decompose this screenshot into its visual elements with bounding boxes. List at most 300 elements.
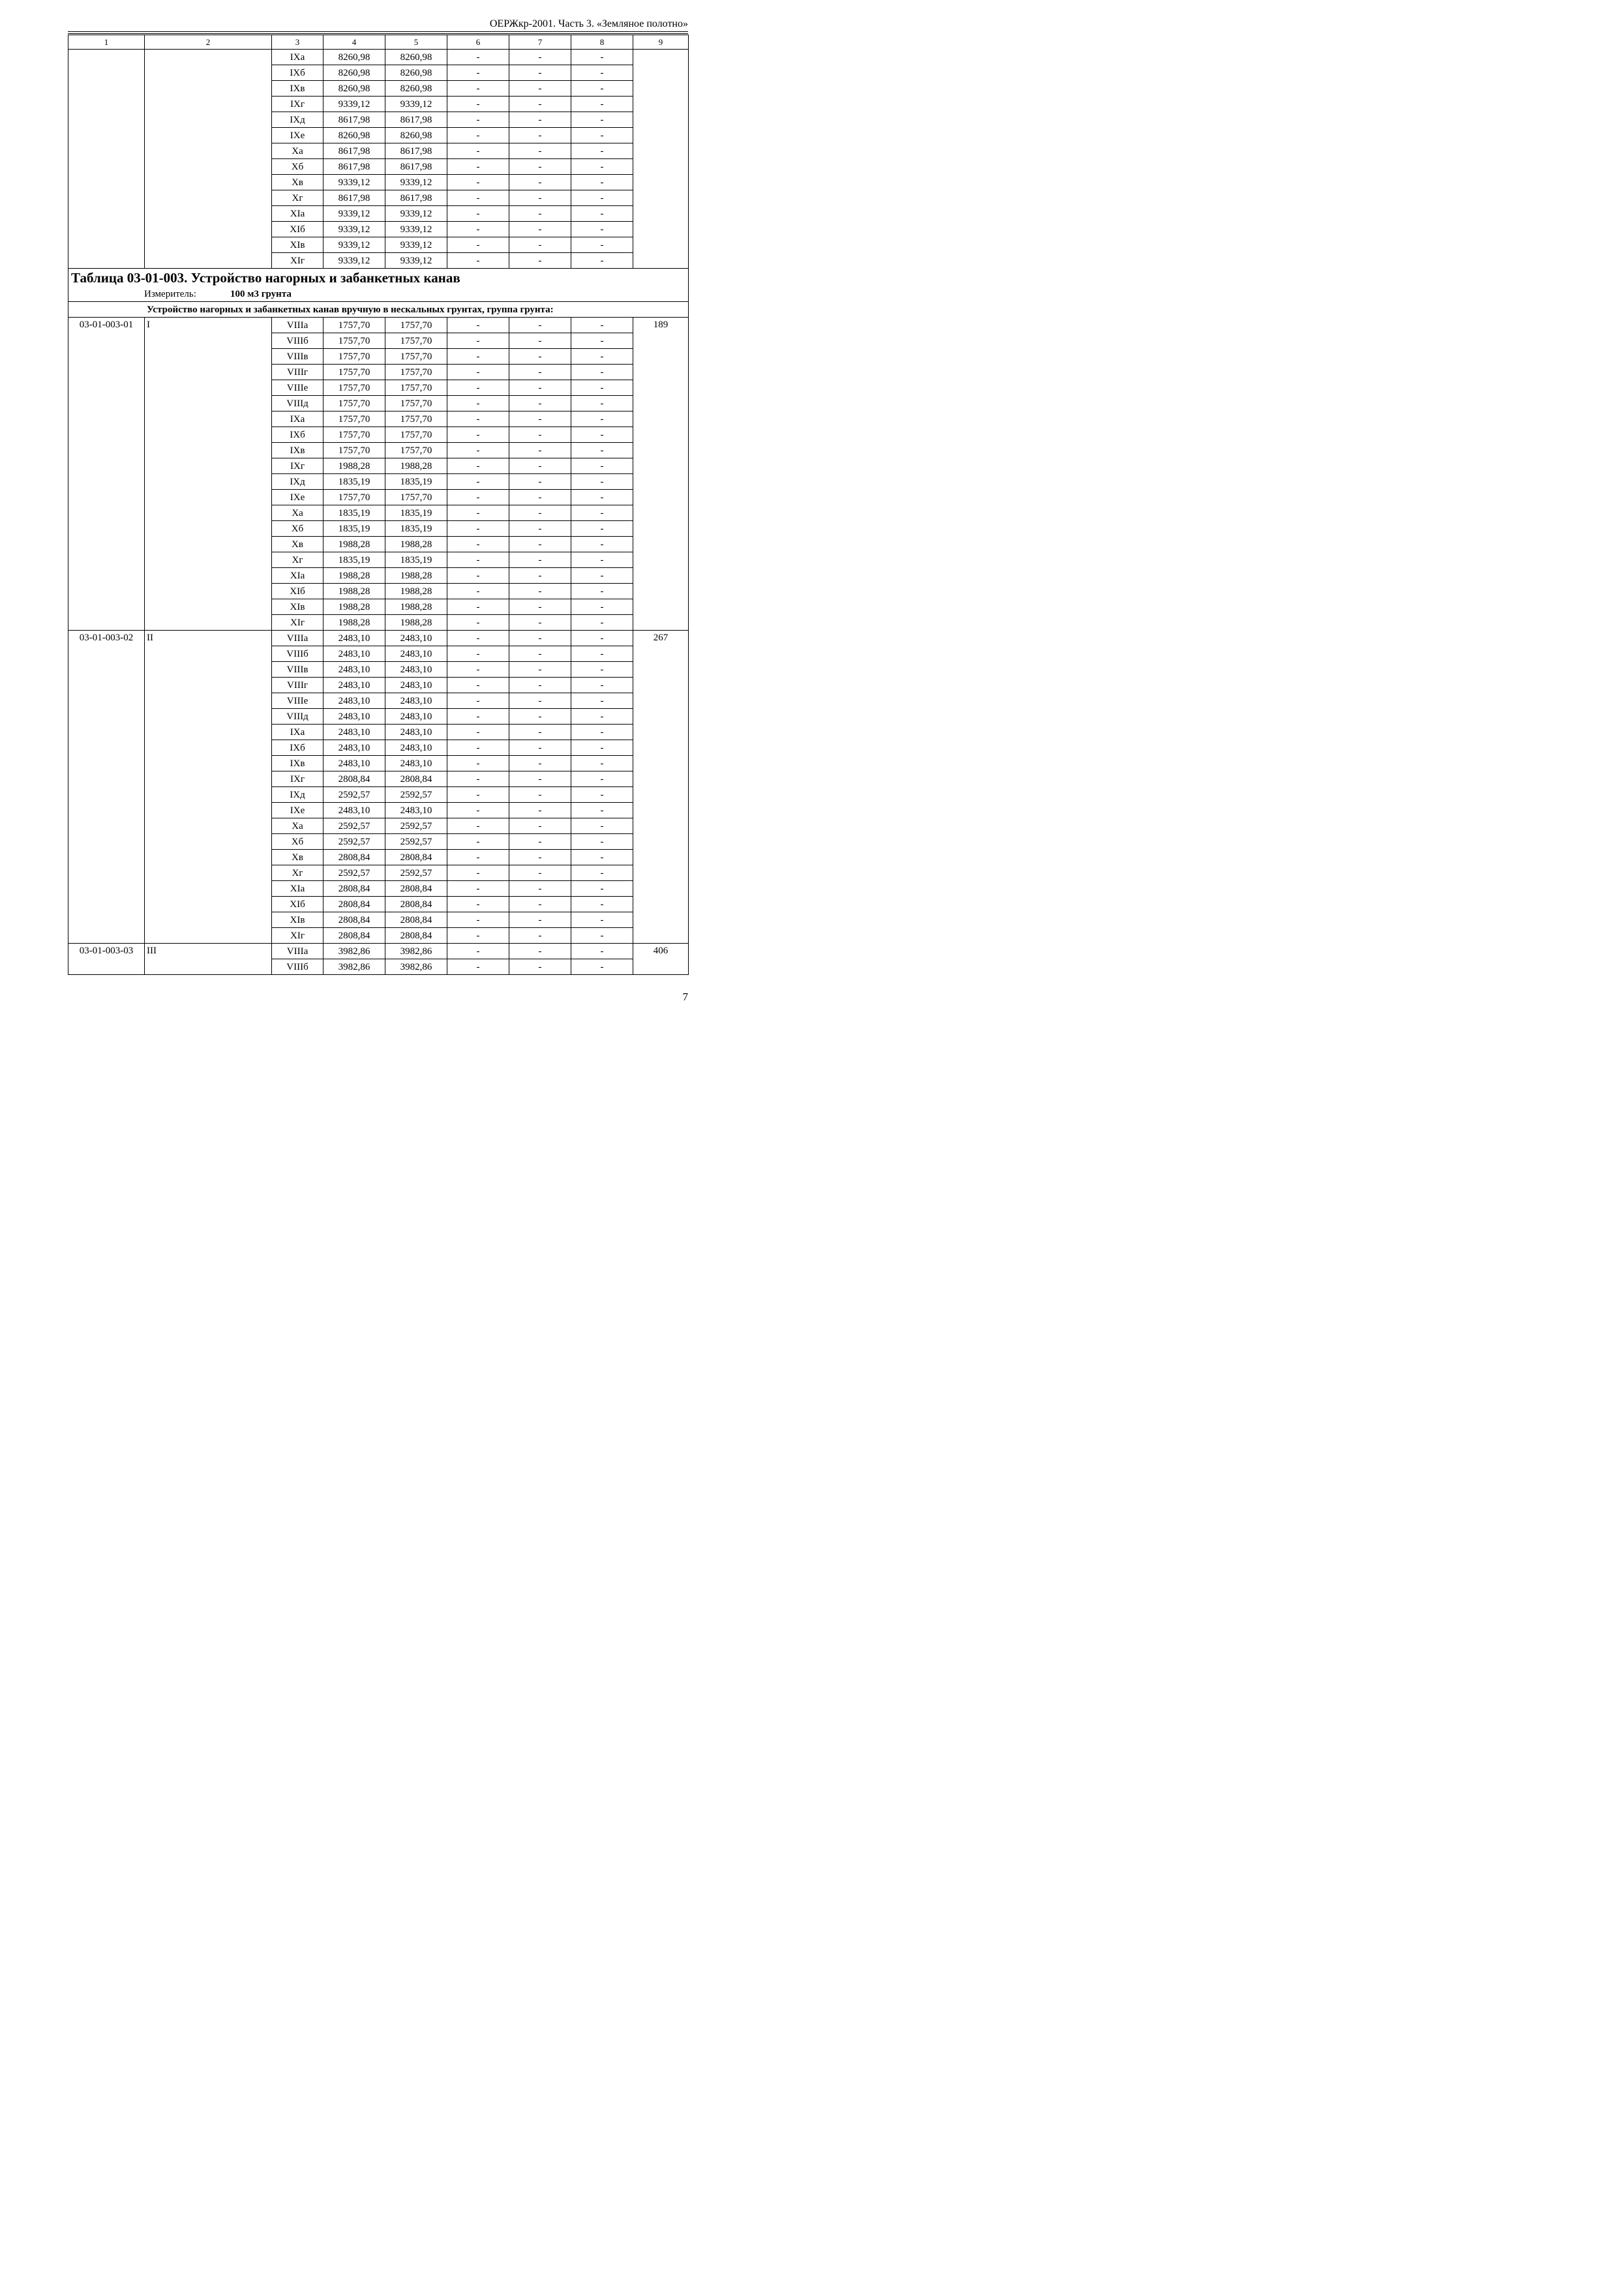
value-cell: - <box>571 631 633 646</box>
table-row <box>68 631 689 646</box>
value-cell: 2483,10 <box>323 740 385 756</box>
value-cell: - <box>447 349 509 365</box>
value-cell: 2808,84 <box>323 850 385 865</box>
value-cell: - <box>447 928 509 944</box>
value-cell: 9339,12 <box>323 237 385 253</box>
value-cell: - <box>447 365 509 380</box>
soil-category-cell: XIг <box>272 615 323 631</box>
value-cell: 1757,70 <box>385 427 447 443</box>
value-cell: - <box>509 693 571 709</box>
value-cell: - <box>447 206 509 222</box>
value-cell: - <box>571 740 633 756</box>
value-cell: 2808,84 <box>385 897 447 912</box>
value-cell: 2808,84 <box>323 912 385 928</box>
value-cell: - <box>571 928 633 944</box>
value-cell: - <box>571 537 633 552</box>
soil-group: II <box>145 631 272 944</box>
value-cell: - <box>509 771 571 787</box>
soil-category-cell: Xа <box>272 818 323 834</box>
soil-category-cell: VIIIе <box>272 693 323 709</box>
soil-category-cell: Xб <box>272 834 323 850</box>
value-cell: - <box>447 552 509 568</box>
value-cell: 8617,98 <box>385 159 447 175</box>
soil-category-cell: IXа <box>272 411 323 427</box>
value-cell: - <box>447 709 509 725</box>
value-cell: 9339,12 <box>323 253 385 269</box>
value-cell: 2808,84 <box>385 928 447 944</box>
value-cell: 1757,70 <box>323 490 385 505</box>
table-body <box>68 35 689 975</box>
soil-category-cell: VIIIд <box>272 709 323 725</box>
value-cell: - <box>447 490 509 505</box>
soil-category-cell: Xв <box>272 850 323 865</box>
soil-category-cell: VIIIг <box>272 678 323 693</box>
value-cell: 1835,19 <box>323 552 385 568</box>
value-cell: - <box>447 818 509 834</box>
value-cell: 1835,19 <box>385 552 447 568</box>
value-cell: - <box>509 190 571 206</box>
value-cell: 2483,10 <box>385 740 447 756</box>
value-cell: - <box>447 333 509 349</box>
value-cell: - <box>447 771 509 787</box>
column-number: 3 <box>272 35 323 50</box>
value-cell: 8260,98 <box>323 81 385 97</box>
value-cell: - <box>509 81 571 97</box>
soil-category-cell: Xг <box>272 865 323 881</box>
value-cell: - <box>509 725 571 740</box>
value-cell: - <box>447 237 509 253</box>
soil-category-cell: VIIIа <box>272 631 323 646</box>
value-cell: - <box>571 756 633 771</box>
soil-category-cell: XIб <box>272 897 323 912</box>
value-cell: 1757,70 <box>323 411 385 427</box>
value-cell: - <box>509 646 571 662</box>
value-cell: - <box>447 521 509 537</box>
value-cell: - <box>571 349 633 365</box>
value-cell: - <box>571 490 633 505</box>
value-cell: - <box>509 787 571 803</box>
meter-value: 100 м3 грунта <box>230 288 292 299</box>
column-number: 7 <box>509 35 571 50</box>
value-cell: 2483,10 <box>323 693 385 709</box>
value-cell: - <box>571 237 633 253</box>
column-9-value: 267 <box>633 631 689 944</box>
value-cell: - <box>571 206 633 222</box>
value-cell: 8260,98 <box>323 65 385 81</box>
value-cell: - <box>509 222 571 237</box>
value-cell: 3982,86 <box>385 959 447 975</box>
value-cell: 2483,10 <box>385 756 447 771</box>
value-cell: - <box>509 662 571 678</box>
value-cell: - <box>571 615 633 631</box>
value-cell: - <box>509 318 571 333</box>
value-cell: 8617,98 <box>323 190 385 206</box>
column-number: 8 <box>571 35 633 50</box>
value-cell: - <box>509 803 571 818</box>
value-cell: 8260,98 <box>385 65 447 81</box>
value-cell: 1988,28 <box>323 458 385 474</box>
soil-category-cell: XIг <box>272 928 323 944</box>
value-cell: - <box>447 725 509 740</box>
soil-category-cell: VIIIв <box>272 349 323 365</box>
value-cell: - <box>571 505 633 521</box>
value-cell: - <box>447 222 509 237</box>
value-cell: 3982,86 <box>323 959 385 975</box>
value-cell: - <box>447 568 509 584</box>
value-cell: - <box>447 505 509 521</box>
value-cell: 2483,10 <box>323 662 385 678</box>
value-cell: 8617,98 <box>385 112 447 128</box>
value-cell: - <box>571 771 633 787</box>
value-cell: - <box>447 318 509 333</box>
value-cell: 2592,57 <box>385 834 447 850</box>
value-cell: 1835,19 <box>323 505 385 521</box>
value-cell: 8260,98 <box>385 128 447 143</box>
column-9-value: 406 <box>633 944 689 975</box>
soil-category-cell: IXе <box>272 803 323 818</box>
value-cell: 2483,10 <box>323 725 385 740</box>
value-cell: 2483,10 <box>385 725 447 740</box>
value-cell: - <box>447 678 509 693</box>
soil-group: I <box>145 318 272 631</box>
value-cell: 1757,70 <box>385 411 447 427</box>
value-cell: - <box>509 928 571 944</box>
value-cell: - <box>447 944 509 959</box>
soil-category-cell: IXб <box>272 427 323 443</box>
soil-category-cell: Xв <box>272 537 323 552</box>
value-cell: 9339,12 <box>323 222 385 237</box>
value-cell: - <box>571 568 633 584</box>
value-cell: 2808,84 <box>323 881 385 897</box>
value-cell: - <box>571 693 633 709</box>
value-cell: - <box>447 912 509 928</box>
value-cell: - <box>571 552 633 568</box>
value-cell: - <box>447 803 509 818</box>
value-cell: - <box>571 253 633 269</box>
value-cell: 2483,10 <box>385 678 447 693</box>
column-number-row <box>68 35 689 50</box>
value-cell: - <box>571 333 633 349</box>
value-cell: - <box>447 97 509 112</box>
soil-category-cell: VIIIа <box>272 318 323 333</box>
value-cell: 1988,28 <box>323 599 385 615</box>
value-cell: - <box>571 159 633 175</box>
soil-category-cell: Xб <box>272 521 323 537</box>
table-row <box>68 318 689 333</box>
value-cell: - <box>571 222 633 237</box>
value-cell: - <box>571 725 633 740</box>
value-cell: - <box>509 206 571 222</box>
value-cell: 9339,12 <box>323 175 385 190</box>
soil-category-cell: XIв <box>272 237 323 253</box>
value-cell: 1757,70 <box>385 443 447 458</box>
value-cell: 1757,70 <box>385 333 447 349</box>
value-cell: - <box>571 411 633 427</box>
value-cell: 8617,98 <box>385 143 447 159</box>
soil-group: III <box>145 944 272 975</box>
value-cell: 2483,10 <box>385 631 447 646</box>
value-cell: - <box>509 349 571 365</box>
soil-category-cell: Xг <box>272 190 323 206</box>
value-cell: - <box>571 443 633 458</box>
value-cell: 2483,10 <box>323 631 385 646</box>
value-cell: 2808,84 <box>385 881 447 897</box>
soil-category-cell: VIIIб <box>272 646 323 662</box>
value-cell: - <box>447 850 509 865</box>
value-cell: - <box>571 380 633 396</box>
value-cell: - <box>509 631 571 646</box>
value-cell: - <box>509 143 571 159</box>
value-cell: 9339,12 <box>323 206 385 222</box>
soil-category-cell: IXе <box>272 128 323 143</box>
value-cell: - <box>447 740 509 756</box>
value-cell: - <box>447 81 509 97</box>
value-cell: - <box>509 97 571 112</box>
value-cell: 2483,10 <box>323 756 385 771</box>
value-cell: 8260,98 <box>385 81 447 97</box>
soil-category-cell: XIа <box>272 568 323 584</box>
empty-cell <box>68 50 145 269</box>
value-cell: - <box>571 944 633 959</box>
value-cell: 8260,98 <box>323 128 385 143</box>
table-row <box>68 944 689 959</box>
value-cell: - <box>571 881 633 897</box>
value-cell: - <box>509 599 571 615</box>
value-cell: 1757,70 <box>323 349 385 365</box>
value-cell: 1835,19 <box>385 505 447 521</box>
value-cell: - <box>571 396 633 411</box>
value-cell: - <box>571 65 633 81</box>
value-cell: - <box>509 50 571 65</box>
value-cell: - <box>447 881 509 897</box>
value-cell: 1835,19 <box>323 474 385 490</box>
value-cell: 1757,70 <box>323 380 385 396</box>
value-cell: - <box>509 552 571 568</box>
soil-category-cell: XIб <box>272 584 323 599</box>
value-cell: - <box>509 584 571 599</box>
value-cell: 3982,86 <box>385 944 447 959</box>
value-cell: 1757,70 <box>385 318 447 333</box>
value-cell: - <box>447 537 509 552</box>
value-cell: - <box>509 396 571 411</box>
value-cell: 2592,57 <box>385 865 447 881</box>
value-cell: 8260,98 <box>385 50 447 65</box>
value-cell: - <box>447 959 509 975</box>
meter-cell <box>68 287 689 302</box>
value-cell: 2483,10 <box>323 709 385 725</box>
value-cell: 1988,28 <box>385 568 447 584</box>
soil-category-cell: VIIIе <box>272 380 323 396</box>
value-cell: 2483,10 <box>323 803 385 818</box>
value-cell: 1757,70 <box>323 365 385 380</box>
value-cell: - <box>571 50 633 65</box>
soil-category-cell: IXг <box>272 97 323 112</box>
value-cell: - <box>571 709 633 725</box>
value-cell: 1988,28 <box>385 584 447 599</box>
soil-category-cell: XIа <box>272 881 323 897</box>
value-cell: - <box>509 333 571 349</box>
value-cell: 2808,84 <box>323 928 385 944</box>
value-cell: 1757,70 <box>323 443 385 458</box>
value-cell: 8617,98 <box>385 190 447 206</box>
value-cell: 2483,10 <box>385 803 447 818</box>
column-number: 6 <box>447 35 509 50</box>
value-cell: - <box>447 112 509 128</box>
section-heading-row <box>68 302 689 318</box>
value-cell: - <box>509 756 571 771</box>
soil-category-cell: Xа <box>272 143 323 159</box>
column-9-value: 189 <box>633 318 689 631</box>
value-cell: - <box>509 237 571 253</box>
value-cell: - <box>447 834 509 850</box>
soil-category-cell: IXа <box>272 50 323 65</box>
value-cell: 2483,10 <box>323 678 385 693</box>
value-cell: - <box>447 253 509 269</box>
soil-category-cell: IXв <box>272 81 323 97</box>
soil-category-cell: VIIIа <box>272 944 323 959</box>
value-cell: - <box>509 159 571 175</box>
value-cell: - <box>447 128 509 143</box>
value-cell: 9339,12 <box>385 253 447 269</box>
soil-category-cell: XIб <box>272 222 323 237</box>
value-cell: 1988,28 <box>385 615 447 631</box>
value-cell: 2483,10 <box>385 709 447 725</box>
value-cell: 2808,84 <box>385 912 447 928</box>
value-cell: 1988,28 <box>385 599 447 615</box>
table-row <box>68 50 689 65</box>
soil-category-cell: IXб <box>272 740 323 756</box>
value-cell: 1835,19 <box>323 521 385 537</box>
value-cell: - <box>571 474 633 490</box>
value-cell: - <box>571 662 633 678</box>
value-cell: 1988,28 <box>323 615 385 631</box>
value-cell: - <box>571 521 633 537</box>
value-cell: - <box>571 678 633 693</box>
norm-code: 03-01-003-03 <box>68 944 145 975</box>
value-cell: - <box>509 912 571 928</box>
value-cell: 2592,57 <box>323 865 385 881</box>
value-cell: 2592,57 <box>323 834 385 850</box>
value-cell: - <box>447 662 509 678</box>
soil-category-cell: XIа <box>272 206 323 222</box>
value-cell: - <box>509 427 571 443</box>
soil-category-cell: XIг <box>272 253 323 269</box>
value-cell: - <box>509 128 571 143</box>
soil-category-cell: VIIIг <box>272 365 323 380</box>
empty-cell <box>633 50 689 269</box>
value-cell: 1988,28 <box>323 537 385 552</box>
value-cell: 2592,57 <box>385 818 447 834</box>
value-cell: 1757,70 <box>323 427 385 443</box>
value-cell: 2808,84 <box>385 771 447 787</box>
document-title: ОЕРЖкр-2001. Часть 3. «Земляное полотно» <box>489 18 688 29</box>
value-cell: 2592,57 <box>385 787 447 803</box>
value-cell: 1988,28 <box>323 584 385 599</box>
value-cell: - <box>571 427 633 443</box>
column-number: 2 <box>145 35 272 50</box>
value-cell: - <box>509 521 571 537</box>
value-cell: - <box>571 599 633 615</box>
value-cell: - <box>447 396 509 411</box>
value-cell: - <box>509 505 571 521</box>
value-cell: 2483,10 <box>385 646 447 662</box>
value-cell: - <box>571 834 633 850</box>
page-number: 7 <box>682 991 688 1003</box>
soil-category-cell: IXд <box>272 474 323 490</box>
value-cell: - <box>571 912 633 928</box>
value-cell: - <box>509 474 571 490</box>
value-cell: - <box>447 693 509 709</box>
value-cell: - <box>571 865 633 881</box>
value-cell: - <box>571 787 633 803</box>
soil-category-cell: Xв <box>272 175 323 190</box>
value-cell: - <box>571 959 633 975</box>
value-cell: - <box>509 897 571 912</box>
value-cell: - <box>447 427 509 443</box>
value-cell: 9339,12 <box>385 97 447 112</box>
column-number: 9 <box>633 35 689 50</box>
value-cell: - <box>509 175 571 190</box>
value-cell: 1757,70 <box>385 380 447 396</box>
soil-category-cell: IXг <box>272 771 323 787</box>
soil-category-cell: VIIIд <box>272 396 323 411</box>
value-cell: 3982,86 <box>323 944 385 959</box>
value-cell: - <box>509 380 571 396</box>
value-cell: - <box>447 50 509 65</box>
value-cell: - <box>509 709 571 725</box>
value-cell: - <box>571 81 633 97</box>
value-cell: - <box>447 143 509 159</box>
value-cell: - <box>571 143 633 159</box>
value-cell: - <box>571 818 633 834</box>
value-cell: - <box>509 615 571 631</box>
value-cell: - <box>509 490 571 505</box>
value-cell: 1835,19 <box>385 474 447 490</box>
soil-category-cell: IXг <box>272 458 323 474</box>
value-cell: - <box>509 253 571 269</box>
soil-category-cell: IXв <box>272 756 323 771</box>
value-cell: 1988,28 <box>323 568 385 584</box>
value-cell: 9339,12 <box>385 206 447 222</box>
value-cell: 2808,84 <box>323 897 385 912</box>
value-cell: 1757,70 <box>385 365 447 380</box>
value-cell: - <box>447 756 509 771</box>
value-cell: - <box>571 112 633 128</box>
value-cell: 2592,57 <box>323 787 385 803</box>
value-cell: - <box>509 458 571 474</box>
value-cell: - <box>509 850 571 865</box>
value-cell: - <box>509 568 571 584</box>
value-cell: 9339,12 <box>385 175 447 190</box>
norm-code: 03-01-003-01 <box>68 318 145 631</box>
value-cell: 1757,70 <box>385 490 447 505</box>
soil-category-cell: IXа <box>272 725 323 740</box>
value-cell: - <box>509 365 571 380</box>
soil-category-cell: XIв <box>272 912 323 928</box>
empty-cell <box>145 50 272 269</box>
soil-category-cell: Xб <box>272 159 323 175</box>
value-cell: - <box>509 834 571 850</box>
value-cell: - <box>447 190 509 206</box>
value-cell: 1757,70 <box>323 396 385 411</box>
value-cell: - <box>447 474 509 490</box>
value-cell: - <box>509 959 571 975</box>
value-cell: 2483,10 <box>323 646 385 662</box>
value-cell: 9339,12 <box>323 97 385 112</box>
value-cell: 1757,70 <box>385 396 447 411</box>
value-cell: 8617,98 <box>323 159 385 175</box>
value-cell: 2808,84 <box>385 850 447 865</box>
